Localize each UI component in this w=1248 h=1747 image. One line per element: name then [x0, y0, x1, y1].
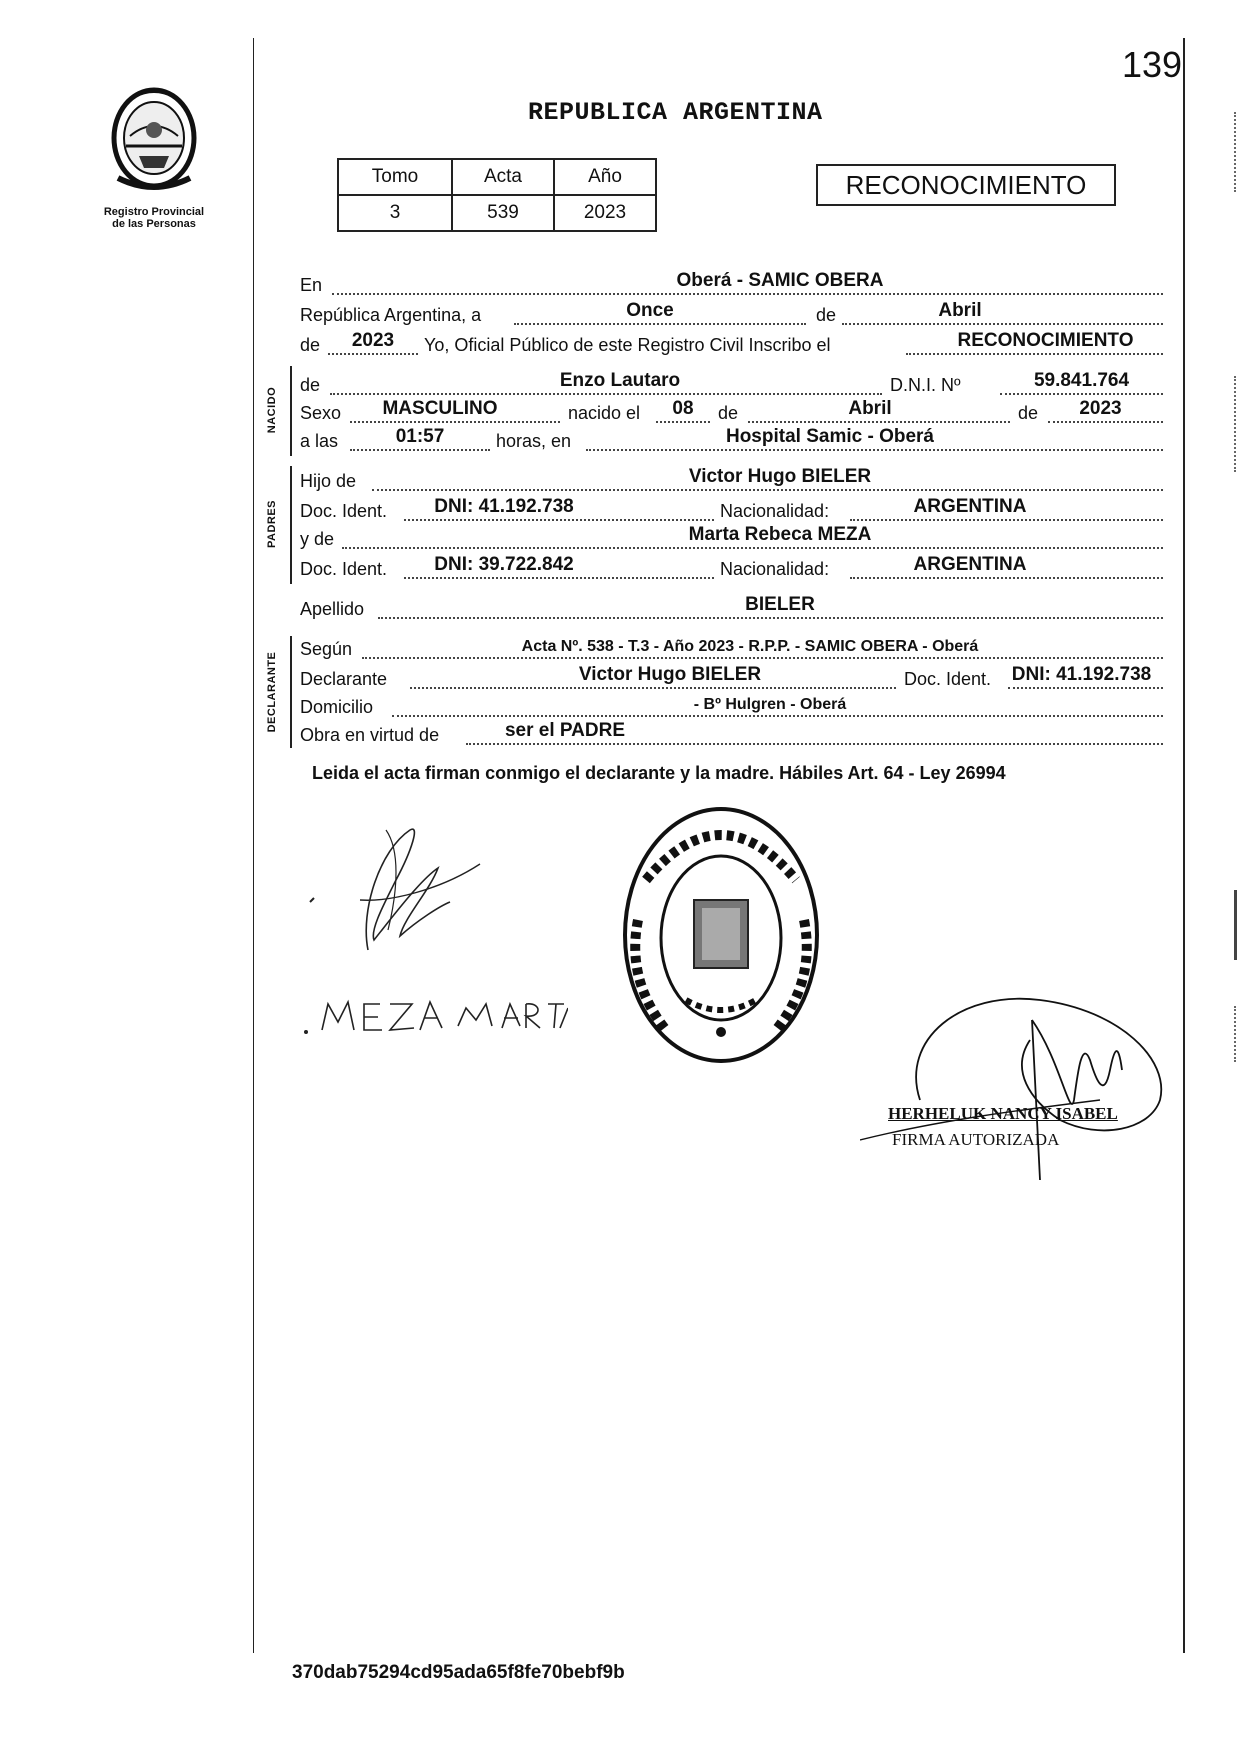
line-mother-doc: [300, 556, 1163, 582]
provincial-logo: [104, 86, 204, 196]
logo-caption-line2: de las Personas: [112, 218, 196, 230]
value-child-name: Enzo Lautaro: [559, 370, 681, 391]
label-de3: de: [718, 403, 739, 423]
line-segun: [300, 636, 1163, 662]
label-decl-doc: Doc. Ident.: [904, 669, 992, 689]
padres-bracket: [290, 466, 292, 584]
declarante-bracket: [290, 636, 292, 748]
registry-header-tomo: Tomo: [338, 159, 452, 195]
value-mother-name: Marta Rebeca MEZA: [688, 524, 872, 545]
value-father-nat: ARGENTINA: [913, 496, 1027, 517]
registry-header-ano: Año: [554, 159, 656, 195]
label-nacido-de: de: [300, 375, 321, 395]
label-nacido-el: nacido el: [568, 403, 641, 423]
value-segun: Acta Nº. 538 - T.3 - Año 2023 - R.P.P. - SAMIC OBERA - Oberá: [521, 638, 979, 655]
value-birth-place: Hospital Samic - Oberá: [725, 426, 934, 447]
closing-note: Leida el acta firman conmigo el declarante y la madre. Hábiles Art. 64 - Ley 26994: [312, 763, 1006, 783]
right-edge-marks: [1234, 112, 1239, 192]
official-role: FIRMA AUTORIZADA: [892, 1130, 1060, 1149]
logo-caption-line1: Registro Provincial: [103, 206, 205, 218]
label-en: En: [300, 275, 323, 295]
line-father-doc: [300, 498, 1163, 524]
right-edge-marks-3: [1234, 890, 1240, 960]
registry-value-row: [338, 195, 656, 231]
act-type-box: RECONOCIMIENTO: [816, 164, 1116, 206]
line-republica: [300, 302, 1163, 328]
left-margin-line: [253, 38, 254, 1653]
right-margin-line: [1183, 38, 1185, 1653]
value-mother-doc: DNI: 39.722.842: [434, 554, 574, 575]
value-declarante: Victor Hugo BIELER: [578, 664, 762, 685]
side-label-nacido: NACIDO: [266, 386, 278, 434]
value-birth-time: 01:57: [395, 426, 445, 447]
registry-value-acta: 539: [452, 195, 554, 231]
value-birth-day: 08: [672, 398, 694, 419]
label-y-de: y de: [300, 529, 335, 549]
line-domicilio: [300, 694, 1163, 720]
official-signature: [860, 980, 1180, 1200]
value-obra: ser el PADRE: [504, 720, 626, 741]
mother-handwritten-name: [298, 990, 568, 1055]
value-day: Once: [626, 300, 674, 321]
value-inscribo: RECONOCIMIENTO: [957, 330, 1134, 351]
logo-caption: [84, 206, 224, 230]
seal-stamp-icon: [616, 800, 826, 1070]
label-inscribo: Yo, Oficial Público de este Registro Civil Inscribo el: [424, 335, 831, 355]
official-name: HERHELUK NANCY ISABEL: [888, 1104, 1118, 1123]
value-birth-year: 2023: [1079, 398, 1122, 419]
value-domicilio: - Bº Hulgren - Oberá: [693, 696, 847, 713]
line-declarante: [300, 666, 1163, 692]
official-seal: [616, 800, 826, 1070]
label-father-nat: Nacionalidad:: [720, 501, 830, 521]
value-father-name: Victor Hugo BIELER: [688, 466, 872, 487]
value-decl-doc: DNI: 41.192.738: [1011, 664, 1152, 685]
label-dni: D.N.I. Nº: [890, 375, 961, 395]
label-mother-doc: Doc. Ident.: [300, 559, 388, 579]
label-apellido: Apellido: [300, 599, 365, 619]
label-alas: a las: [300, 431, 339, 451]
label-hijo-de: Hijo de: [300, 471, 357, 491]
coat-of-arms-icon: [104, 86, 204, 196]
line-sexo: [300, 400, 1163, 426]
value-year: 2023: [351, 330, 395, 351]
value-mother-nat: ARGENTINA: [913, 554, 1027, 575]
line-hora: [300, 428, 1163, 454]
line-apellido: [300, 596, 1163, 622]
label-republica: República Argentina, a: [300, 305, 482, 325]
line-obra: [300, 722, 1163, 748]
side-label-padres: PADRES: [266, 499, 278, 549]
line-nacido-name: [300, 372, 1163, 398]
registry-value-tomo: 3: [338, 195, 452, 231]
label-mother-nat: Nacionalidad:: [720, 559, 830, 579]
page-number: 139: [1122, 44, 1183, 85]
value-month: Abril: [938, 300, 982, 321]
label-de4: de: [1018, 403, 1039, 423]
line-inscribo: [300, 332, 1163, 358]
line-hijo-de: [300, 468, 1163, 494]
registry-value-ano: 2023: [554, 195, 656, 231]
value-place: Oberá - SAMIC OBERA: [676, 270, 884, 291]
page-title: REPUBLICA ARGENTINA: [528, 98, 823, 127]
value-child-dni: 59.841.764: [1033, 370, 1130, 391]
declarant-signature: [300, 810, 500, 960]
label-domicilio: Domicilio: [300, 697, 374, 717]
label-de: de: [816, 305, 837, 325]
value-sexo: MASCULINO: [382, 398, 498, 419]
label-horas: horas, en: [496, 431, 572, 451]
value-father-doc: DNI: 41.192.738: [434, 496, 574, 517]
right-edge-marks-2: [1234, 376, 1239, 472]
registry-header-row: [338, 159, 656, 195]
label-sexo: Sexo: [300, 403, 342, 423]
registry-header-acta: Acta: [452, 159, 554, 195]
label-father-doc: Doc. Ident.: [300, 501, 388, 521]
label-de2: de: [300, 335, 321, 355]
document-hash: 370dab75294cd95ada65f8fe70bebf9b: [292, 1662, 625, 1683]
right-edge-marks-4: [1234, 1006, 1239, 1062]
label-segun: Según: [300, 639, 353, 659]
value-birth-month: Abril: [848, 398, 892, 419]
label-obra: Obra en virtud de: [300, 725, 440, 745]
side-label-declarante: DECLARANTE: [266, 651, 278, 733]
line-en: [300, 272, 1163, 298]
line-y-de: [300, 526, 1163, 552]
label-declarante: Declarante: [300, 669, 388, 689]
registry-table: [337, 158, 657, 232]
value-apellido: BIELER: [745, 594, 815, 615]
nacido-bracket: [290, 366, 292, 456]
